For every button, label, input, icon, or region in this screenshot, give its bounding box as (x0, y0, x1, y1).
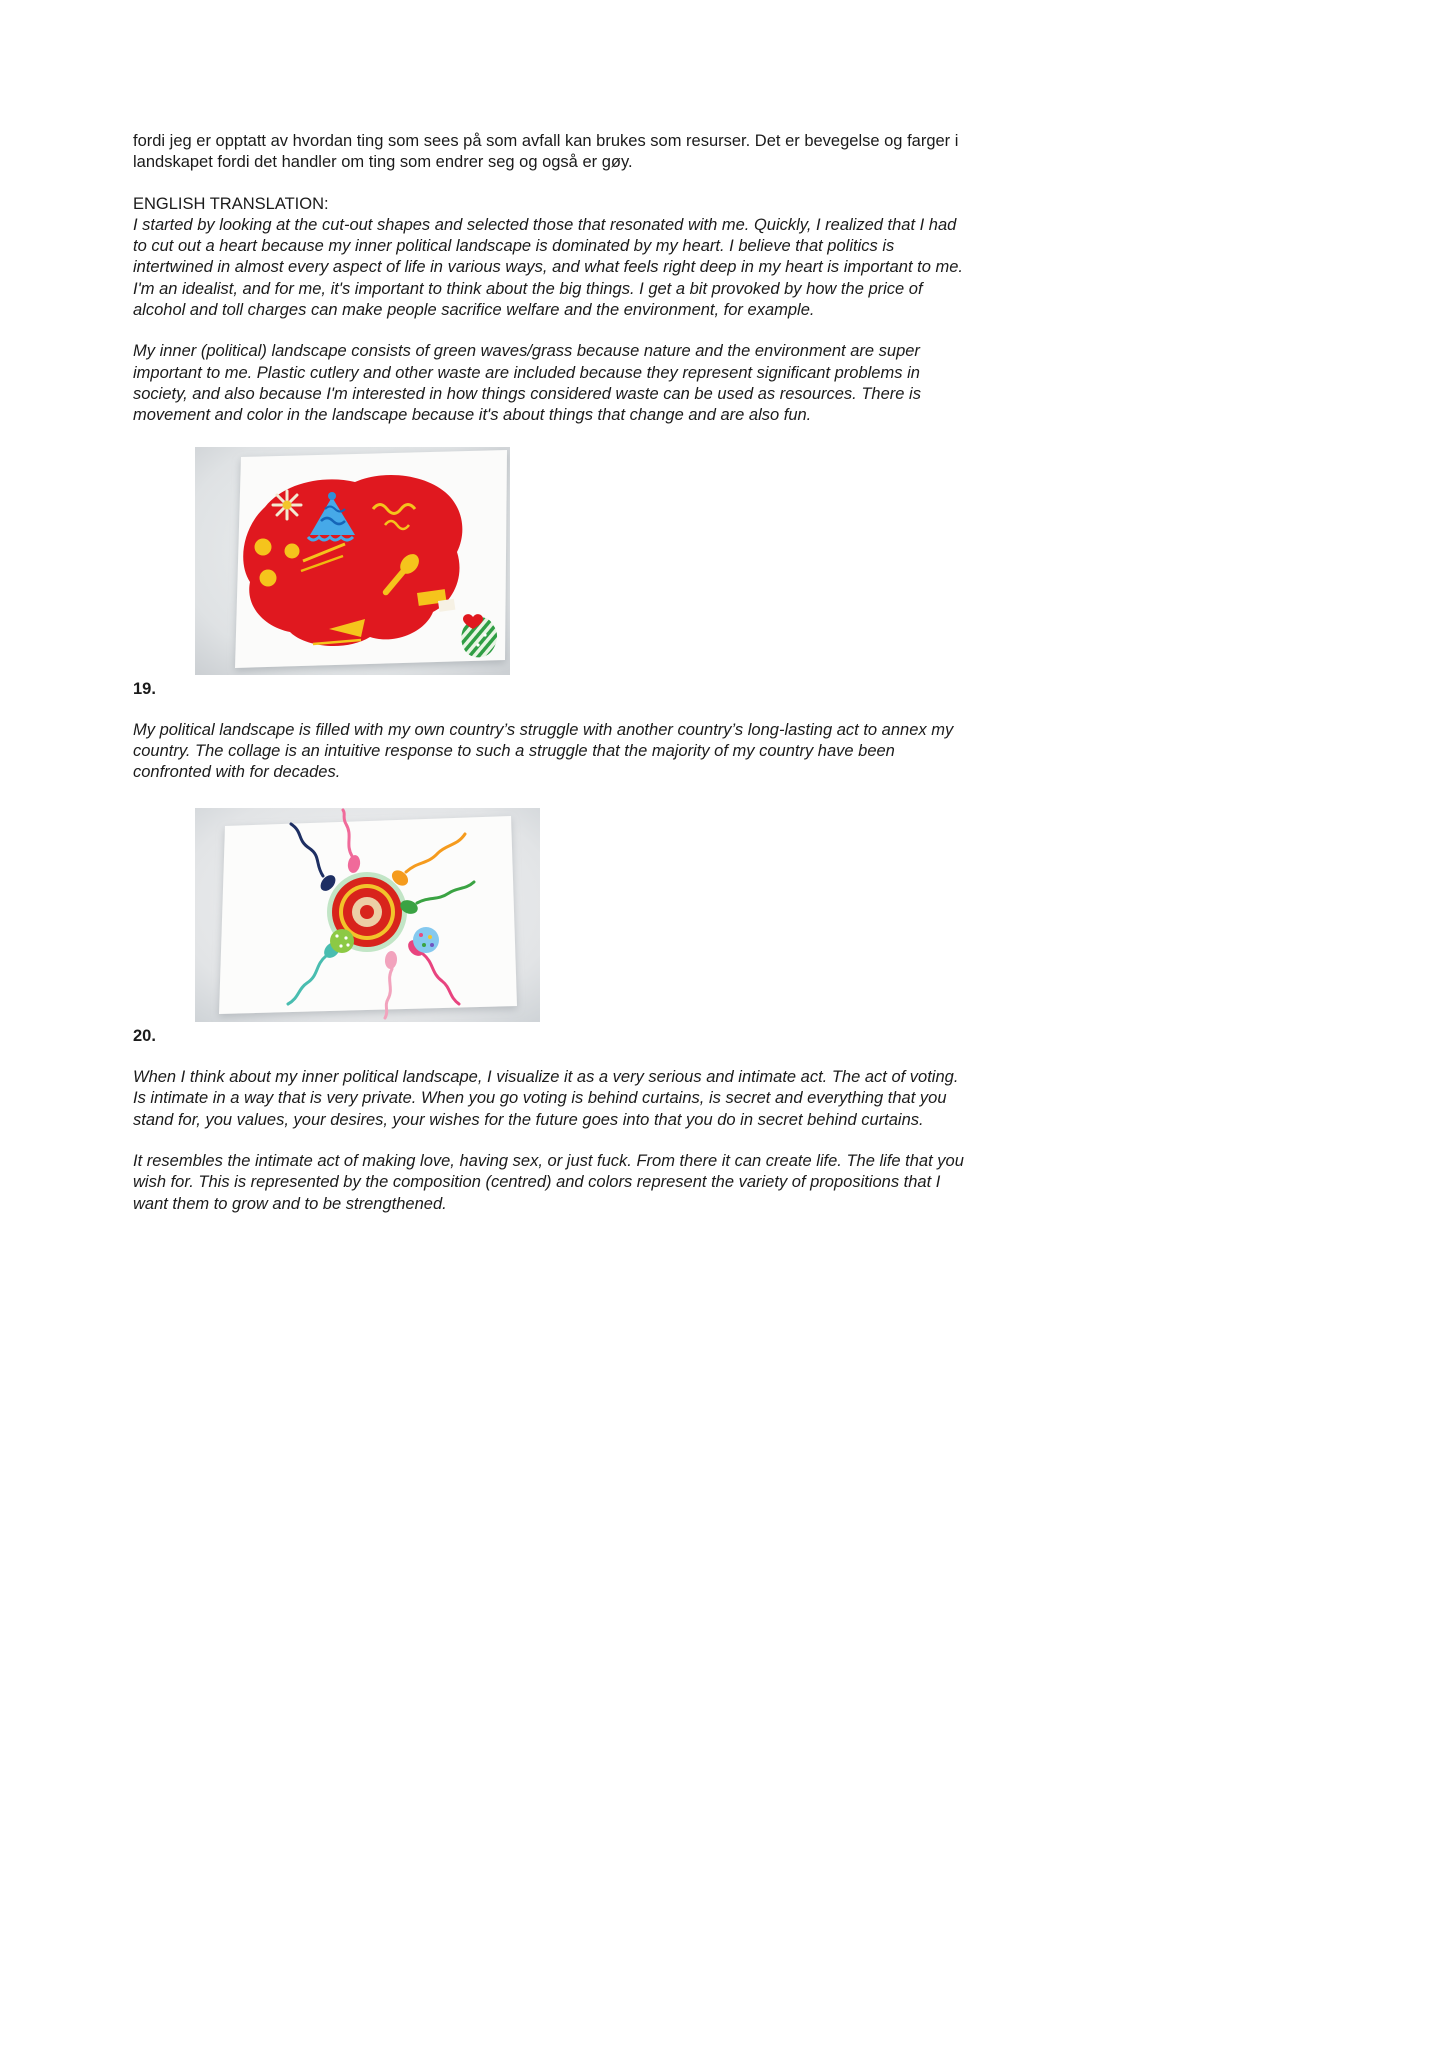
entry-20-paragraph-1: When I think about my inner political landscape, I visualize it as a very serious and intimate act. The act of voting. Is intimate in a way that is very private. When you go voting is behind curtains, is secret and everything that you stand for, you values, your desires, your wishes for the future goes into that you do in secret behind curtains. (133, 1068, 959, 1129)
collage-20-svg (195, 808, 540, 1022)
document-page (133, 131, 973, 1235)
dotted-ball-green (330, 929, 354, 953)
dotted-ball-blue (413, 927, 439, 953)
intro-paragraph-norwegian: fordi jeg er opptatt av hvordan ting som sees på som avfall kan brukes som resurser. Det er bevegelse og farger i landskapet fordi det handler om ting som endrer seg og også er gøy. (133, 132, 959, 172)
white-rectangle (438, 598, 455, 611)
entry-20-number: 20. (133, 1026, 156, 1045)
collage-photo-19 (195, 447, 973, 675)
collage-photo-20 (195, 808, 973, 1022)
entry-19-description: My political landscape is filled with my own country’s struggle with another country’s long-lasting act to annex my country. The collage is an intuitive response to such a struggle that the majority of my country have been confronted with for decades. (133, 720, 954, 782)
translation-paragraph-2: My inner (political) landscape consists of green waves/grass because nature and the environment are super important to me. Plastic cutlery and other waste are included because they represent significant problems in society, and also because I'm interested in how things considered waste can be used as resources. There is movement and color in the landscape because it's about things that change and are also fun. (133, 342, 921, 425)
translation-paragraph-1: I started by looking at the cut-out shapes and selected those that resonated with me. Quickly, I realized that I had to cut out a heart because my inner political landscape is dominated by my heart. I believe that politics is intertwined in almost every aspect of life in various ways, and what feels right deep in my heart is important to me. I'm an idealist, and for me, it's important to think about the big things. I get a bit provoked by how the price of alcohol and toll charges can make people sacrifice welfare and the environment, for example. (133, 215, 963, 320)
collage-19-svg (195, 447, 510, 675)
entry-19-number: 19. (133, 679, 156, 698)
entry-20-paragraph-2: It resembles the intimate act of making love, having sex, or just fuck. From there it can create life. The life that you wish for. This is represented by the composition (centred) and colors represent the variety of propositions that I want them to grow and to be strengthened. (133, 1151, 964, 1213)
translation-heading: ENGLISH TRANSLATION: (133, 194, 329, 213)
sparkle-center (283, 500, 292, 509)
